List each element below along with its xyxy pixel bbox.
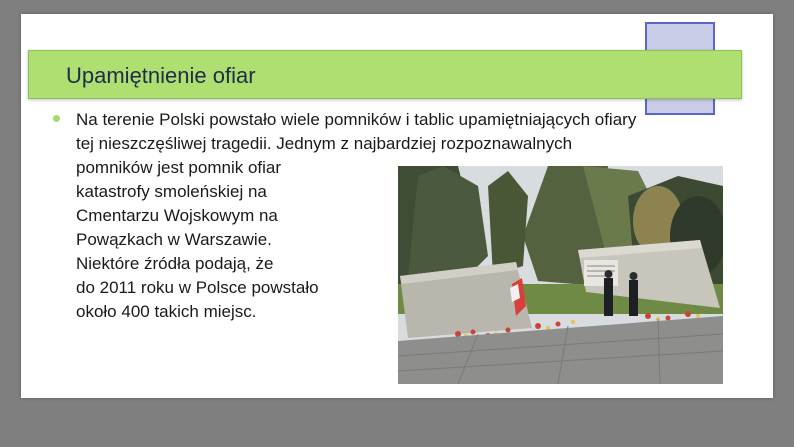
paragraph-line-3: pomników jest pomnik ofiar [76, 158, 282, 177]
round-bullet-icon [53, 115, 60, 122]
memorial-photo-illustration [398, 166, 723, 384]
paragraph-line-6: Powązkach w Warszawie. [76, 230, 272, 249]
paragraph-line-5: Cmentarzu Wojskowym na [76, 206, 278, 225]
slide-title: Upamiętnienie ofiar [66, 63, 256, 88]
paragraph-line-2: tej nieszczęśliwej tragedii. Jednym z najbardziej rozpoznawalnych [76, 134, 573, 153]
memorial-photo [398, 166, 723, 384]
paragraph-line-1: Na terenie Polski powstało wiele pomników i tablic upamiętniających ofiary [76, 110, 637, 129]
title-bar [28, 50, 742, 99]
paragraph-line-8: do 2011 roku w Polsce powstało [76, 278, 319, 297]
paragraph-line-9: około 400 takich miejsc. [76, 302, 257, 321]
paragraph-line-7: Niektóre źródła podają, że [76, 254, 274, 273]
paragraph-line-4: katastrofy smoleńskiej na [76, 182, 267, 201]
